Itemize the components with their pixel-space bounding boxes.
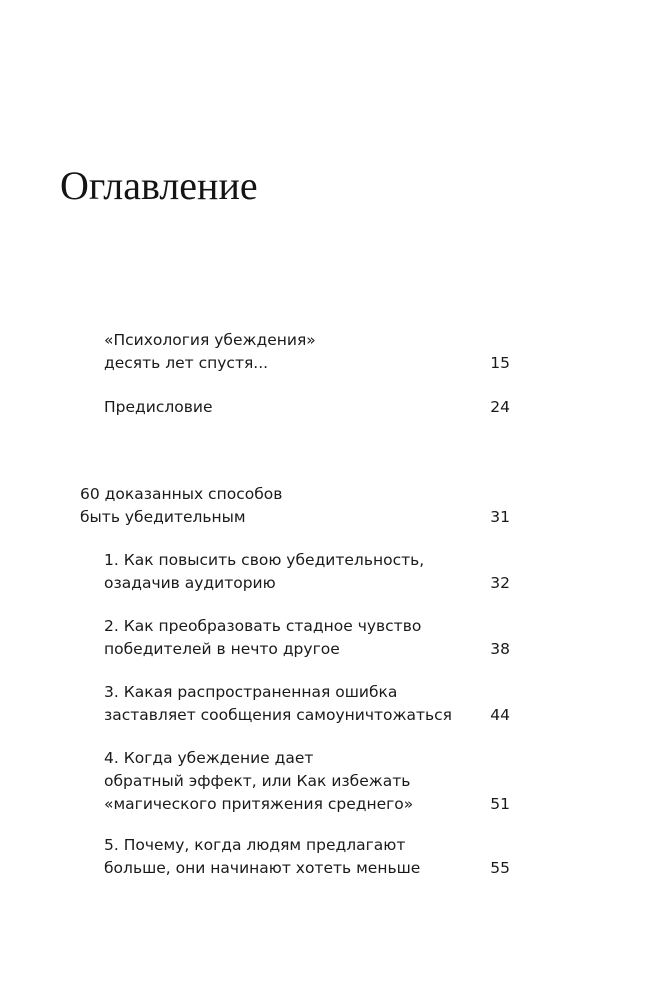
toc-entry-text-line: 5. Почему, когда людям предлагают: [104, 836, 406, 854]
toc-entry-chapter-4[interactable]: [104, 747, 510, 816]
toc-entry-chapter-2[interactable]: [104, 615, 510, 661]
toc-page-number: 44: [490, 706, 510, 724]
toc-page-number: 32: [490, 574, 510, 592]
toc-entry-text-line: 60 доказанных способов: [80, 485, 283, 503]
toc-entry-text-line: Предисловие: [104, 398, 213, 416]
toc-entry-text-line: озадачив аудиторию: [104, 574, 276, 592]
toc-entry-preface[interactable]: [104, 396, 510, 419]
toc-entry-text-line: 1. Как повысить свою убедительность,: [104, 551, 425, 569]
toc-entry-text-line: обратный эффект, или Как избежать: [104, 772, 411, 790]
toc-entry-text-line: больше, они начинают хотеть меньше: [104, 859, 421, 877]
toc-page-number: 24: [490, 398, 510, 416]
toc-entry-text-line: 3. Какая распространенная ошибка: [104, 683, 398, 701]
toc-page-number: 15: [490, 354, 510, 372]
toc-entry-text-line: заставляет сообщения самоуничтожаться: [104, 706, 453, 724]
page-title: Оглавление: [60, 163, 258, 208]
toc-page-number: 55: [490, 859, 510, 877]
toc-entry-part-60-ways[interactable]: [80, 483, 510, 529]
toc-entry-text-line: 2. Как преобразовать стадное чувство: [104, 617, 422, 635]
toc-entry-chapter-5[interactable]: [104, 834, 510, 880]
toc-entry-text-line: «Психология убеждения»: [104, 331, 316, 349]
toc-page-number: 38: [490, 640, 510, 658]
toc-entry-text-line: быть убедительным: [80, 508, 246, 526]
toc-entry-preface-ten-years[interactable]: [104, 329, 510, 375]
toc-page-number: 31: [490, 508, 510, 526]
toc-entry-text-line: 4. Когда убеждение дает: [104, 749, 314, 767]
toc-page-number: 51: [490, 795, 510, 813]
toc-entry-text-line: «магического притяжения среднего»: [104, 795, 414, 813]
toc-entry-text-line: десять лет спустя...: [104, 354, 269, 372]
toc-entry-text-line: победителей в нечто другое: [104, 640, 340, 658]
toc-entry-chapter-3[interactable]: [104, 681, 510, 727]
toc-entry-chapter-1[interactable]: [104, 549, 510, 595]
